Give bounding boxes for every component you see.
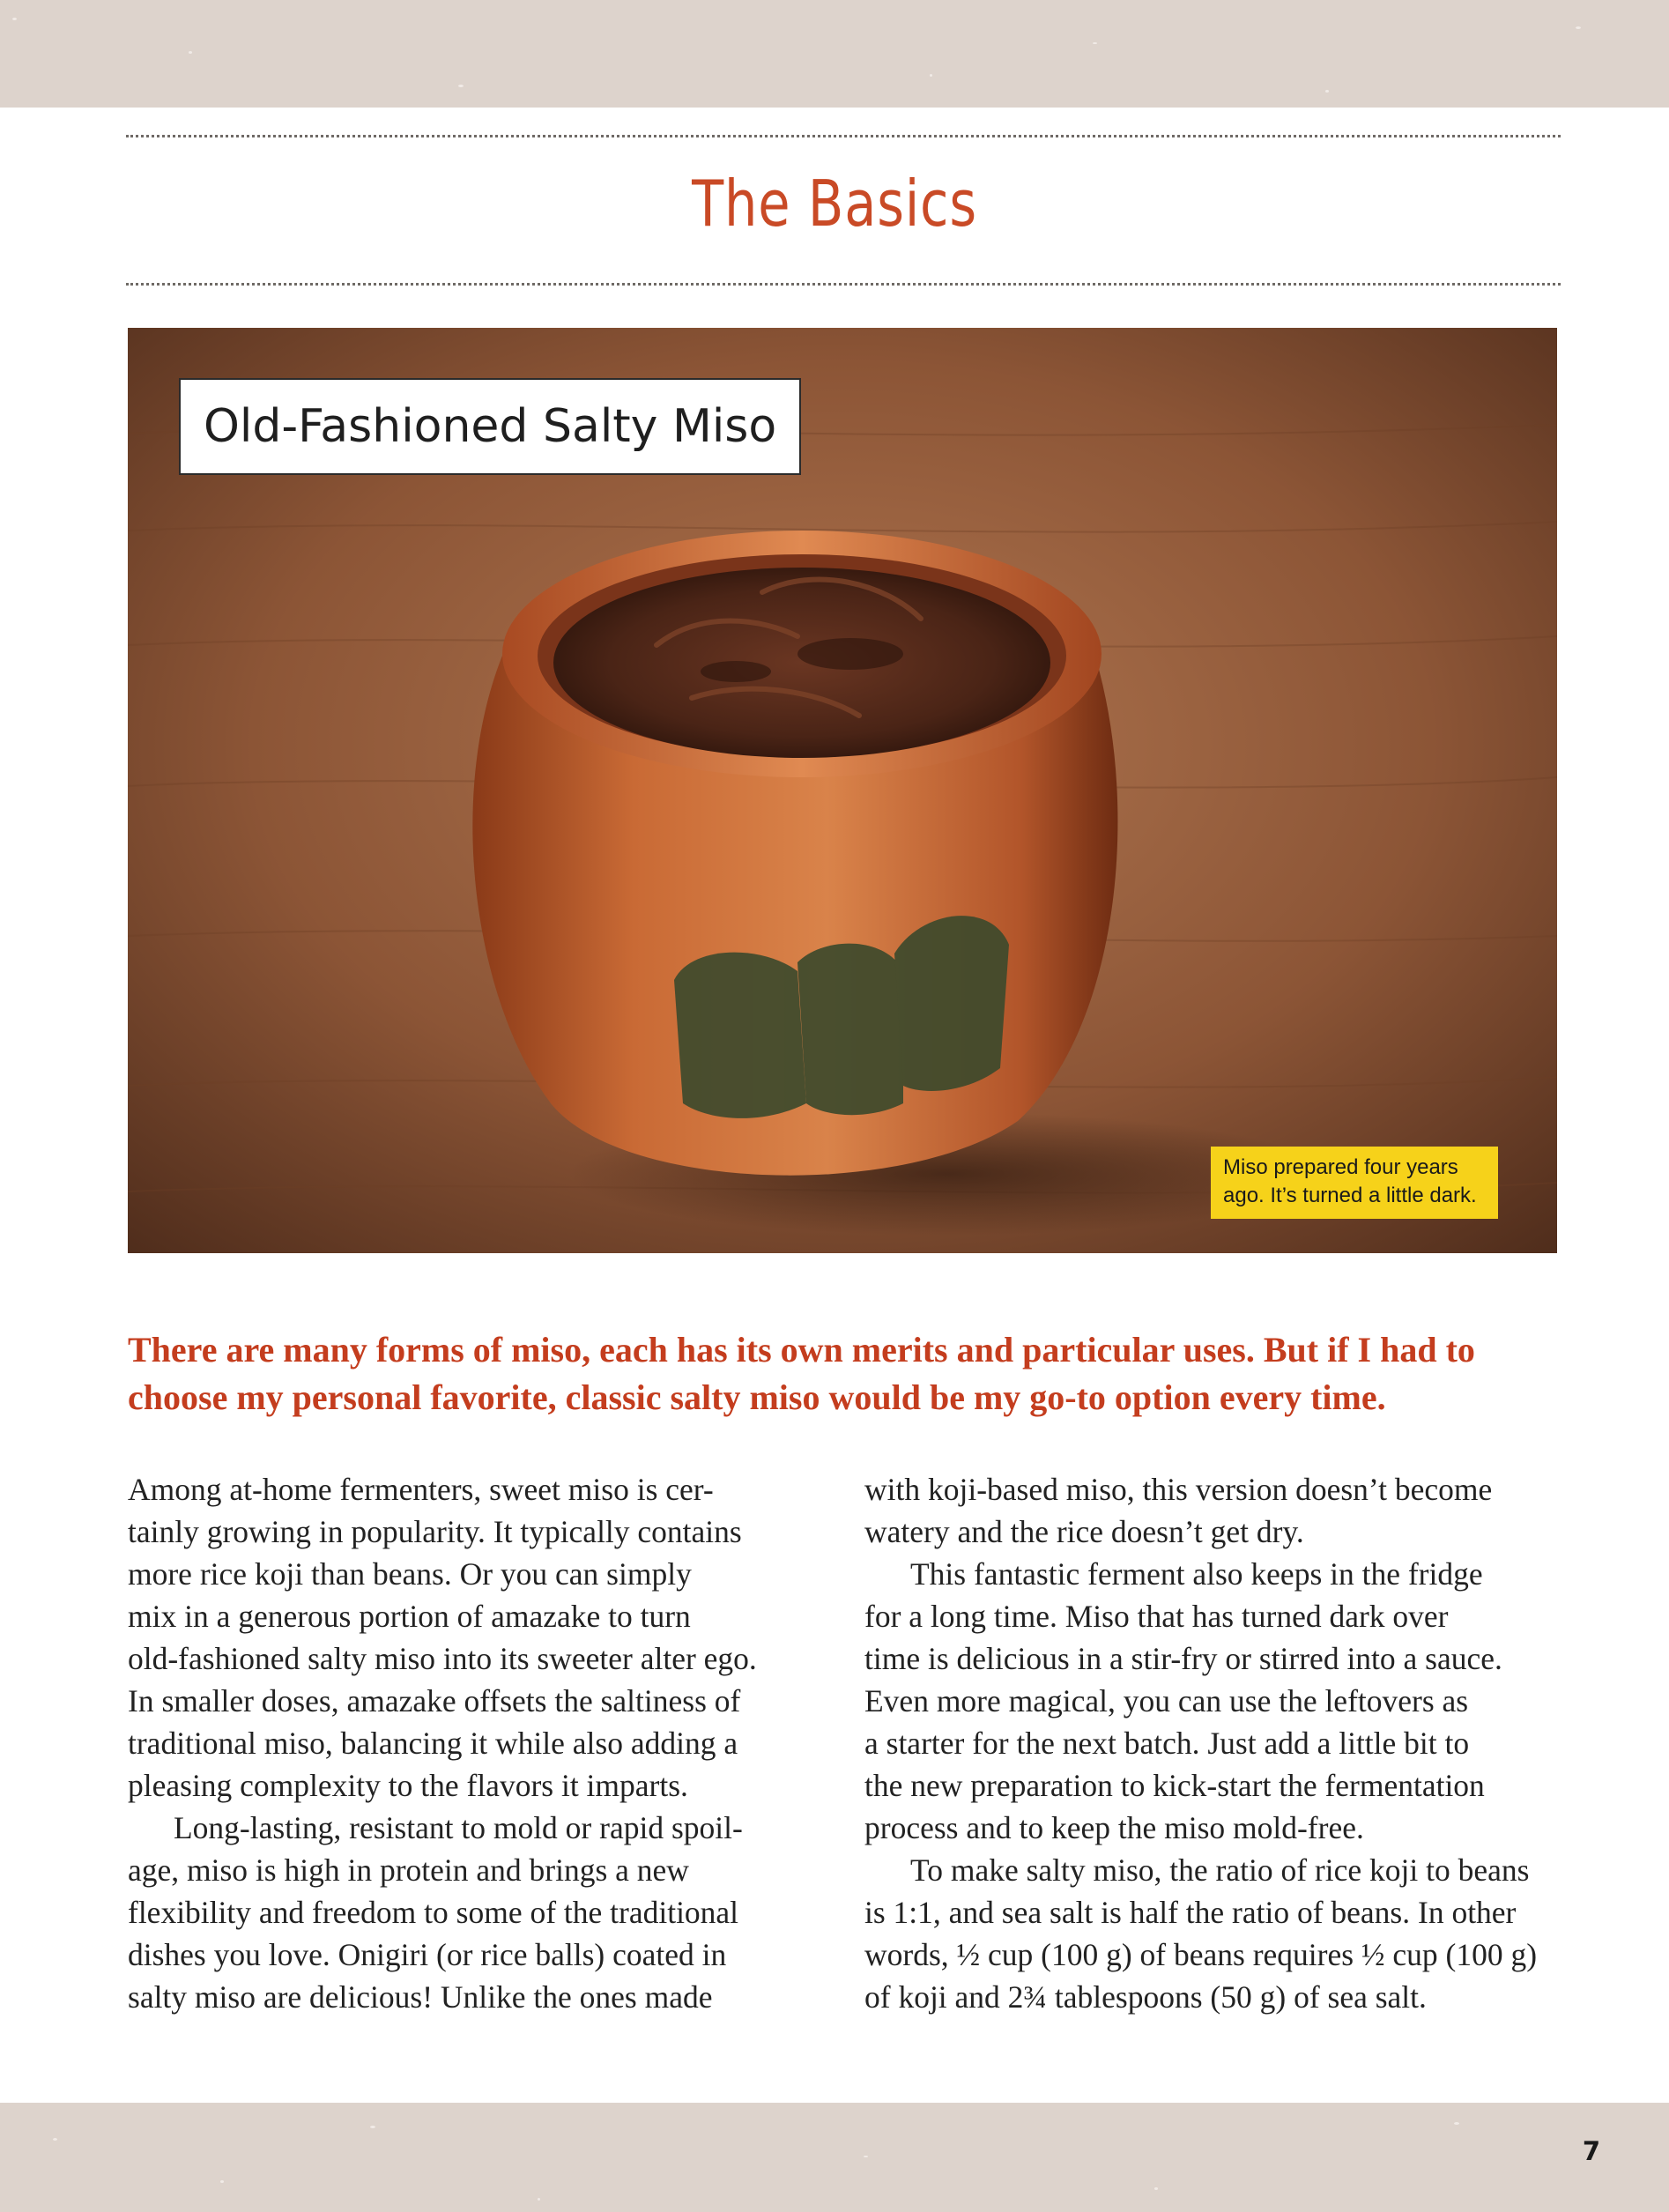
- body-line: old-fashioned salty miso into its sweeter alter ego.: [128, 1641, 757, 1676]
- body-line: To make salty miso, the ratio of rice koji to beans: [910, 1852, 1530, 1888]
- body-line: Among at-home fermenters, sweet miso is cer-: [128, 1472, 714, 1507]
- body-line: watery and the rice doesn’t get dry.: [864, 1514, 1304, 1549]
- body-line: Even more magical, you can use the leftovers as: [864, 1683, 1469, 1718]
- page-number: 7: [1582, 2136, 1601, 2166]
- body-line: dishes you love. Onigiri (or rice balls) coated in: [128, 1937, 727, 1972]
- body-line: Long-lasting, resistant to mold or rapid spoil-: [174, 1810, 743, 1845]
- body-column-left: [128, 1468, 797, 2018]
- bottom-decorative-band: [0, 2103, 1669, 2212]
- body-line: flexibility and freedom to some of the traditional: [128, 1895, 739, 1930]
- body-line: is 1:1, and sea salt is half the ratio of beans. In other: [864, 1895, 1517, 1930]
- photo-caption: Miso prepared four years ago. It’s turned a little dark.: [1211, 1147, 1498, 1219]
- body-line: age, miso is high in protein and brings a new: [128, 1852, 689, 1888]
- body-line: more rice koji than beans. Or you can simply: [128, 1556, 692, 1592]
- miso-photo: [128, 328, 1557, 1253]
- body-line: pleasing complexity to the flavors it imparts.: [128, 1768, 688, 1803]
- body-line: the new preparation to kick-start the fermentation: [864, 1768, 1485, 1803]
- body-line: for a long time. Miso that has turned dark over: [864, 1599, 1449, 1634]
- body-line: of koji and 2¾ tablespoons (50 g) of sea salt.: [864, 1979, 1427, 2015]
- body-line: tainly growing in popularity. It typically contains: [128, 1514, 742, 1549]
- body-line: a starter for the next batch. Just add a little bit to: [864, 1726, 1470, 1761]
- body-line: process and to keep the miso mold-free.: [864, 1810, 1364, 1845]
- body-line: time is delicious in a stir-fry or stirred into a sauce.: [864, 1641, 1502, 1676]
- body-line: traditional miso, balancing it while also adding a: [128, 1726, 738, 1761]
- body-line: with koji-based miso, this version doesn’t become: [864, 1472, 1493, 1507]
- top-decorative-band: [0, 0, 1669, 108]
- body-line: mix in a generous portion of amazake to turn: [128, 1599, 691, 1634]
- body-line: salty miso are delicious! Unlike the ones made: [128, 1979, 713, 2015]
- title-bottom-divider: [126, 283, 1561, 286]
- title-top-divider: [126, 135, 1561, 137]
- section-title: The Basics: [692, 167, 977, 241]
- body-column-right: [864, 1468, 1561, 2018]
- body-line: In smaller doses, amazake offsets the saltiness of: [128, 1683, 741, 1718]
- body-line: This fantastic ferment also keeps in the fridge: [910, 1556, 1483, 1592]
- lead-paragraph: There are many forms of miso, each has its own merits and particular uses. But if I had to choose my personal favorite, classic salty miso would be my go-to option every time.: [128, 1330, 1475, 1417]
- body-line: words, ½ cup (100 g) of beans requires ½ cup (100 g): [864, 1937, 1538, 1972]
- photo-title-label: Old-Fashioned Salty Miso: [179, 378, 801, 475]
